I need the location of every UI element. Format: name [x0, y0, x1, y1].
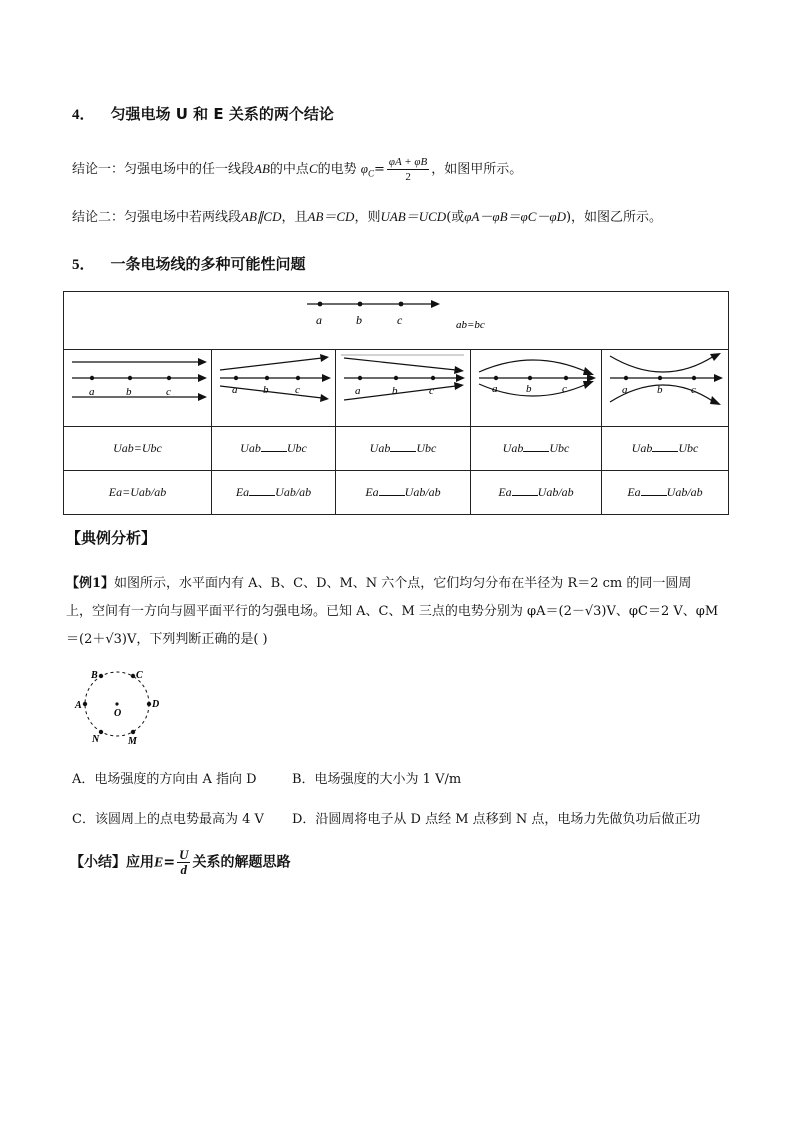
answer-blank	[652, 441, 678, 452]
e-right: Uab/ab	[404, 485, 441, 499]
section-title: 匀强电场 U 和 E 关系的两个结论	[110, 105, 334, 123]
equal-spacing-note: ab=bc	[456, 319, 485, 331]
fraction-numerator: U	[179, 847, 189, 862]
label-a: a	[622, 384, 628, 396]
uniform-field-diagram	[64, 350, 211, 426]
field-line-table	[63, 291, 729, 515]
conclusion-label: 结论一：	[72, 162, 125, 177]
problem-line-1	[66, 570, 718, 598]
label-o: O	[114, 708, 122, 719]
equals: =	[373, 162, 385, 177]
section-number: 5．	[72, 257, 95, 273]
u-right: Ubc	[286, 441, 307, 455]
option-b[interactable]: B．电场强度的大小为 1 V/m	[292, 772, 462, 787]
section-4-heading	[72, 103, 334, 124]
e-left: Ea	[365, 485, 379, 499]
u-left: Uab	[502, 441, 524, 455]
label-c: c	[562, 383, 567, 395]
label-b: b	[392, 385, 398, 397]
label-b: b	[263, 384, 269, 396]
example-analysis-heading: 【典例分析】	[66, 529, 157, 547]
fraction-numerator: φA + φB	[388, 156, 428, 168]
summary-text: 应用	[126, 854, 154, 871]
text: ，且	[281, 210, 308, 225]
u-relation-cell	[64, 427, 212, 471]
u-relation-cell	[602, 427, 729, 471]
text: (或	[446, 210, 465, 225]
e-relation-cell	[471, 471, 602, 515]
relation: UAB＝UCD	[380, 209, 447, 224]
summary-line	[70, 848, 290, 877]
label-c: C	[136, 670, 143, 681]
conclusion-one	[72, 155, 522, 184]
u-relation-cell	[212, 427, 336, 471]
e-right: Uab/ab	[666, 485, 703, 499]
summary-tag: 【小结】	[70, 854, 126, 871]
point-c: C	[308, 161, 318, 176]
option-d[interactable]: D．沿圆周将电子从 D 点经 M 点移到 N 点，电场力先做负功后做正功	[292, 812, 701, 827]
relation: φA－φB＝φC－φD	[464, 209, 566, 224]
label-b: B	[91, 670, 98, 681]
segment-ab: AB	[254, 161, 270, 176]
diverging-field-diagram	[212, 350, 335, 426]
u-right: Ubc	[549, 441, 570, 455]
text: ，如图甲所示。	[431, 162, 523, 177]
conclusion-two	[72, 206, 662, 225]
option-a[interactable]: A．电场强度的方向由 A 指向 D	[72, 772, 257, 787]
answer-blank	[390, 441, 416, 452]
label-m: M	[128, 736, 137, 747]
section-5-heading	[72, 253, 306, 274]
single-field-line-diagram	[64, 292, 728, 349]
label-b: b	[126, 386, 132, 398]
example-tag: 【例1】	[66, 576, 115, 591]
diagram-curved-in	[602, 350, 729, 427]
summary-text: 关系的解题思路	[192, 854, 291, 871]
e-relation-cell	[602, 471, 729, 515]
label-a: a	[232, 384, 238, 396]
example-problem	[66, 570, 718, 654]
answer-blank	[249, 485, 275, 496]
label-c: c	[295, 384, 300, 396]
label-b: b	[657, 384, 663, 396]
text: 匀强电场中若两线段	[124, 210, 242, 225]
u-left: Uab	[631, 441, 653, 455]
label-c: c	[397, 313, 403, 327]
relation: AB∥CD	[241, 209, 282, 224]
answer-blank	[261, 441, 287, 452]
text: 的中点	[269, 162, 309, 177]
e-relation-cell	[212, 471, 336, 515]
label-b: b	[356, 313, 362, 327]
u-relation: Uab=Ubc	[113, 441, 162, 455]
label-a: A	[75, 700, 82, 711]
text: ，则	[354, 210, 381, 225]
answer-blank	[512, 485, 538, 496]
problem-text: 如图所示，水平面内有 A、B、C、D、M、N 六个点，它们均匀分布在半径为 R＝2 cm 的同一圆周	[114, 576, 692, 591]
fraction-denominator: d	[180, 862, 188, 877]
e-left: Ea	[498, 485, 512, 499]
e-right: Uab/ab	[537, 485, 574, 499]
label-a: a	[89, 386, 95, 398]
relation: AB＝CD	[307, 209, 355, 224]
text: )，如图乙所示。	[565, 210, 663, 225]
converging-field-diagram	[336, 350, 470, 426]
label-c: c	[691, 384, 696, 396]
section-number: 4．	[72, 107, 95, 123]
fraction-denominator: 2	[405, 171, 411, 183]
e-relation: Ea=Uab/ab	[108, 485, 167, 499]
option-c[interactable]: C．该圆周上的点电势最高为 4 V	[72, 812, 264, 827]
label-a: a	[492, 383, 498, 395]
answer-blank	[641, 485, 667, 496]
e-relation-cell	[336, 471, 471, 515]
fraction	[387, 155, 429, 184]
diagram-diverging	[212, 350, 336, 427]
label-c: c	[429, 385, 434, 397]
text: 的电势	[317, 162, 357, 177]
diagram-converging	[336, 350, 471, 427]
label-c: c	[166, 386, 171, 398]
diagram-curved-out	[471, 350, 602, 427]
problem-line-3: ＝(2＋√3)V，下列判断正确的是( )	[66, 632, 268, 647]
answer-blank	[523, 441, 549, 452]
label-b: b	[526, 383, 532, 395]
conclusion-label: 结论二：	[72, 210, 125, 225]
e-right: Uab/ab	[275, 485, 312, 499]
label-a: a	[355, 385, 361, 397]
curved-out-field-diagram	[471, 350, 601, 426]
equals: =	[163, 854, 176, 871]
diagram-uniform	[64, 350, 212, 427]
e-left: Ea	[235, 485, 250, 499]
label-a: a	[316, 313, 322, 327]
u-relation-cell	[336, 427, 471, 471]
text: 匀强电场中的任一线段	[124, 162, 255, 177]
curved-in-field-diagram	[602, 350, 728, 426]
label-n: N	[92, 734, 100, 745]
phi-sub: C	[367, 168, 374, 179]
u-relation-cell	[471, 427, 602, 471]
u-right: Ubc	[678, 441, 699, 455]
phi-symbol: φ	[360, 161, 368, 176]
problem-line-2: 上，空间有一方向与圆平面平行的匀强电场。已知 A、C、M 三点的电势分别为 φA＝(2－√3)V、φC＝2 V、φM	[66, 604, 719, 619]
e-left: Ea	[627, 485, 641, 499]
fraction	[177, 848, 190, 877]
u-left: Uab	[369, 441, 391, 455]
symbol-e: E	[154, 855, 164, 871]
top-diagram-cell	[64, 292, 729, 350]
u-right: Ubc	[416, 441, 437, 455]
u-left: Uab	[240, 441, 261, 455]
section-title: 一条电场线的多种可能性问题	[110, 255, 306, 273]
label-d: D	[152, 699, 160, 710]
e-relation-cell	[64, 471, 212, 515]
answer-blank	[379, 485, 405, 496]
hexagon-circle-figure	[70, 664, 170, 750]
